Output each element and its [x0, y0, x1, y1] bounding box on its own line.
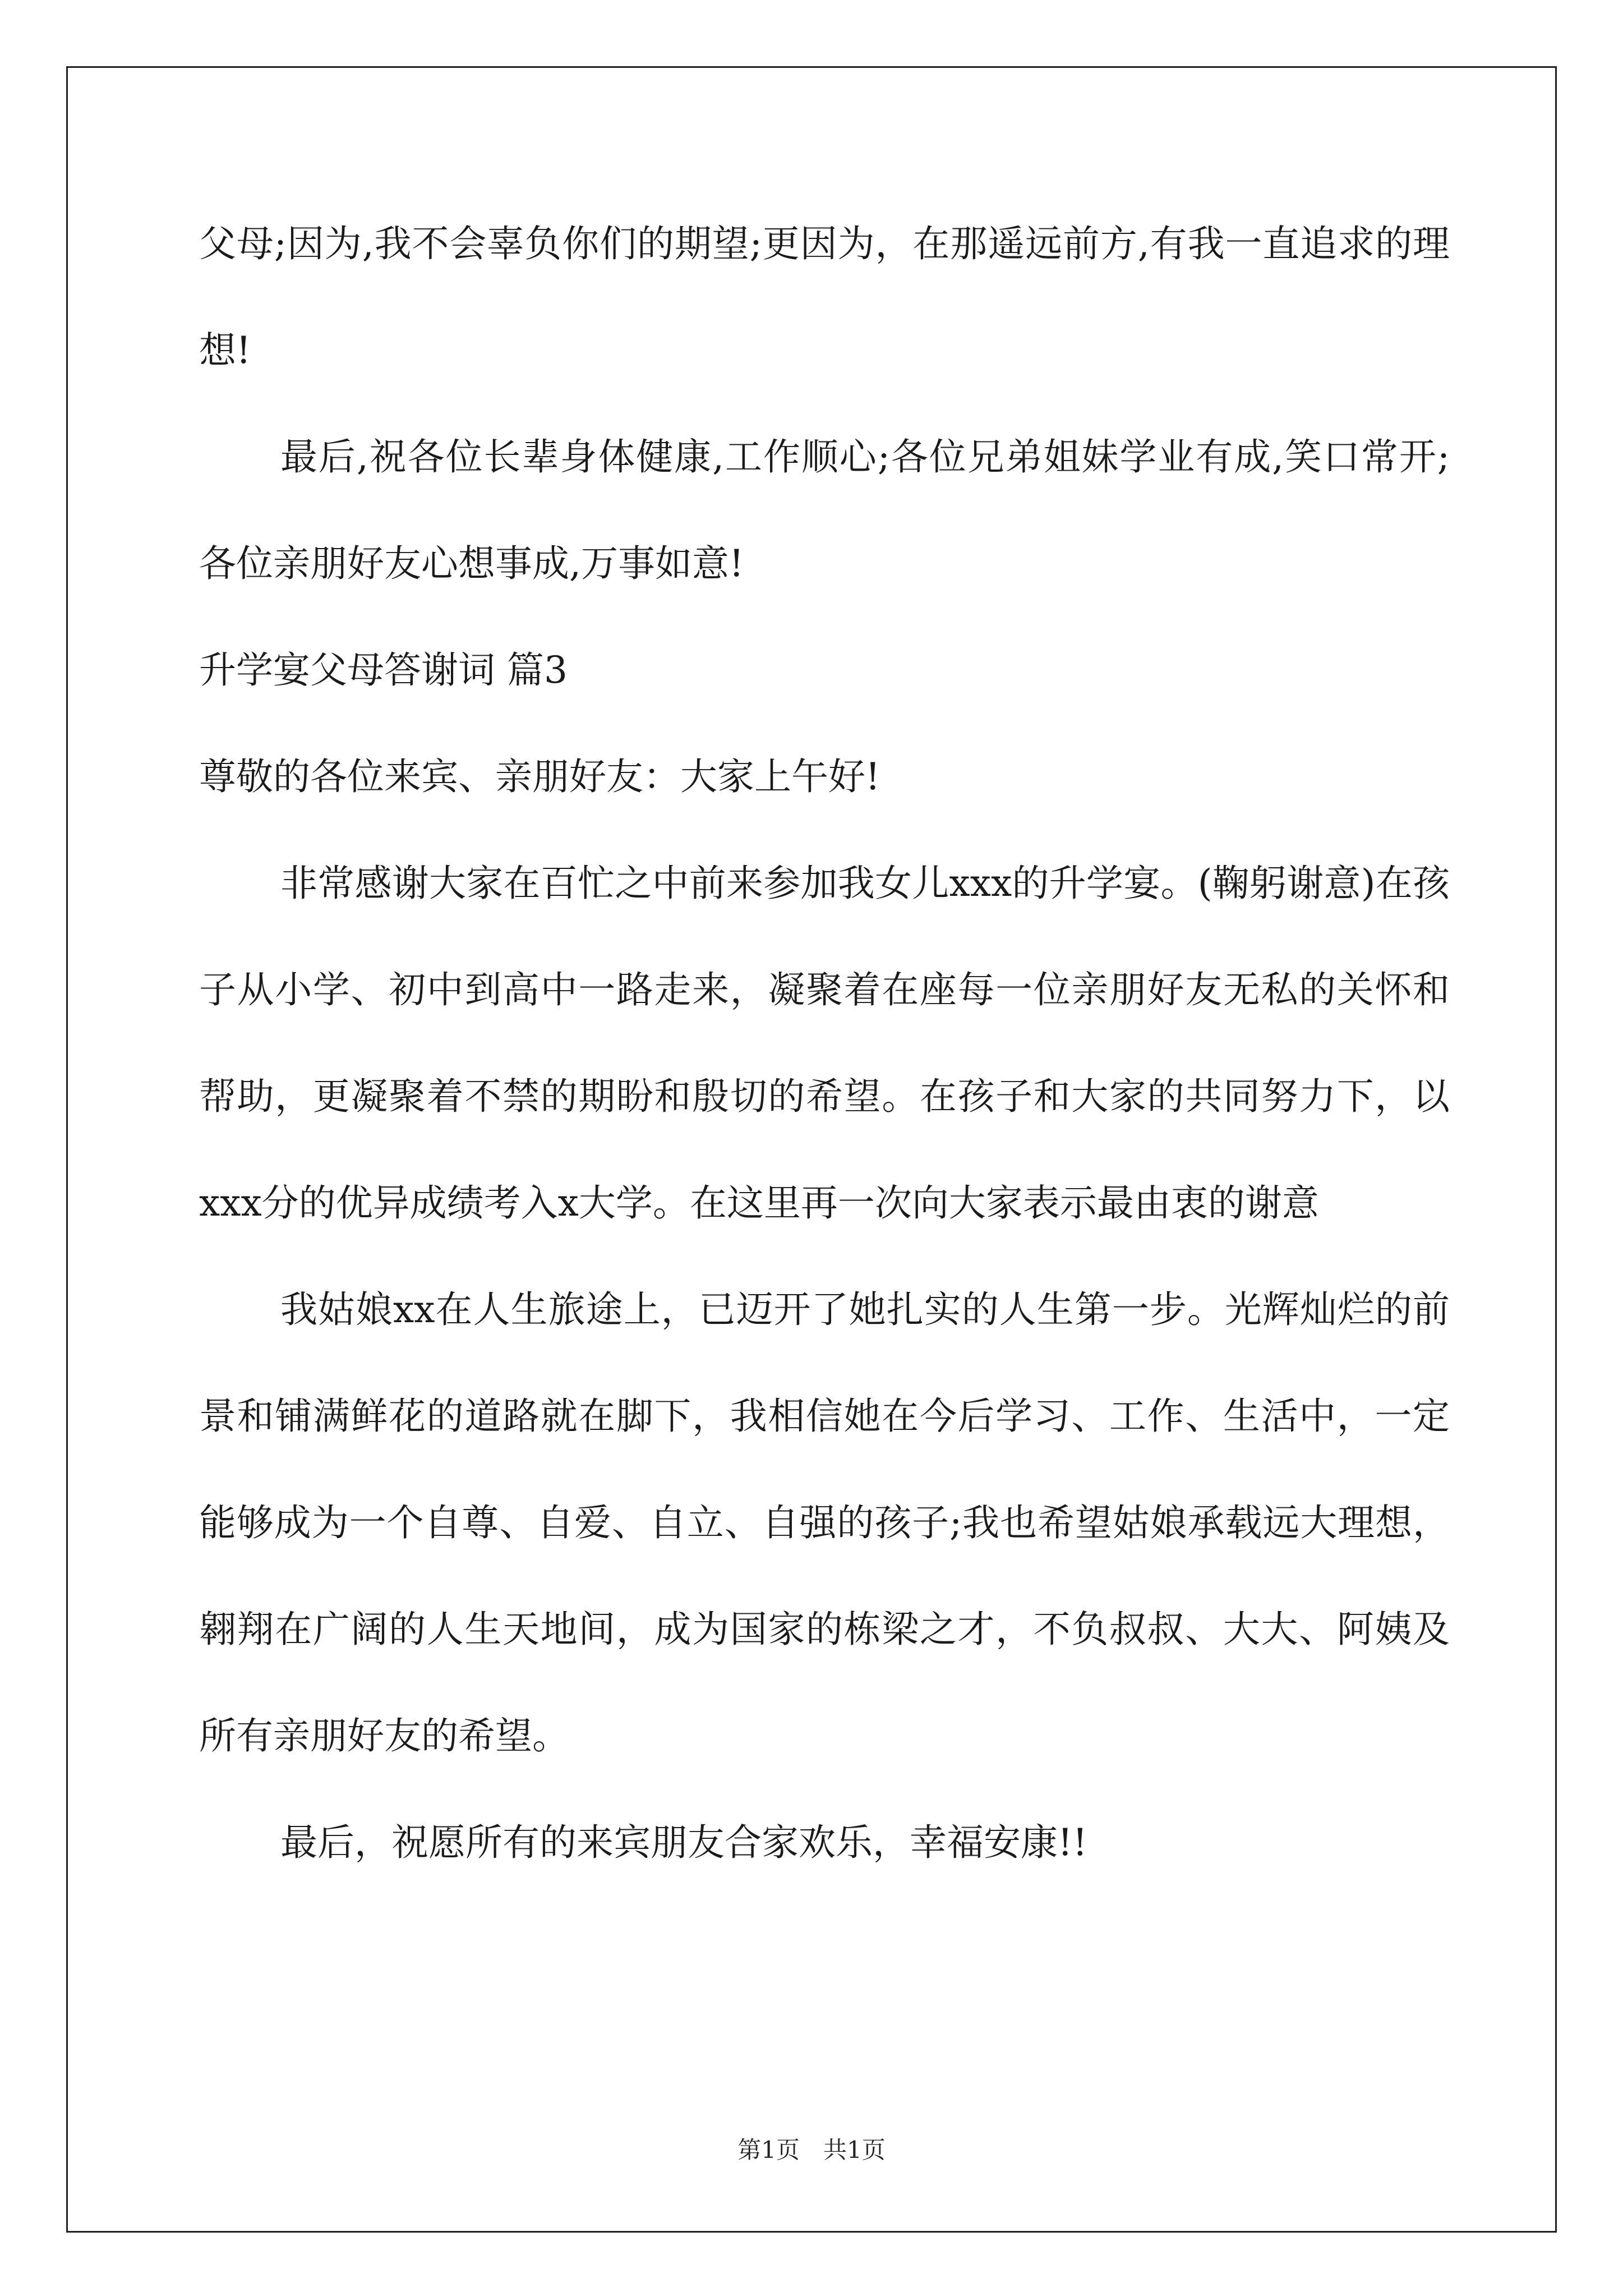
paragraph: 我姑娘xx在人生旅途上，已迈开了她扎实的人生第一步。光辉灿烂的前景和铺满鲜花的道路就在脚下，我相信她在今后学习、工作、生活中，一定能够成为一个自尊、自爱、自立、自强的孩子;我也希望姑娘承载远大理想，翱翔在广阔的人生天地间，成为国家的栋梁之才，不负叔叔、大大、阿姨及所有亲朋好友的希望。 — [199, 1288, 1450, 1757]
document-body — [199, 191, 1450, 1896]
paragraph: 最后,祝各位长辈身体健康,工作顺心;各位兄弟姐妹学业有成,笑口常开;各位亲朋好友心想事成,万事如意! — [199, 435, 1450, 585]
paragraph: 非常感谢大家在百忙之中前来参加我女儿xxx的升学宴。(鞠躬谢意)在孩子从小学、初中到高中一路走来，凝聚着在座每一位亲朋好友无私的关怀和帮助，更凝聚着不禁的期盼和殷切的希望。在孩子和大家的共同努力下，以xxx分的优异成绩考入x大学。在这里再一次向大家表示最由衷的谢意 — [199, 862, 1450, 1225]
paragraph: 父母;因为,我不会辜负你们的期望;更因为，在那遥远前方,有我一直追求的理想! — [199, 222, 1450, 372]
salutation: 尊敬的各位来宾、亲朋好友：大家上午好! — [199, 755, 880, 798]
page-number: 第1页 共1页 — [737, 2136, 886, 2164]
paragraph: 最后，祝愿所有的来宾朋友合家欢乐，幸福安康!! — [280, 1821, 1088, 1864]
section-heading: 升学宴父母答谢词 篇3 — [199, 648, 568, 692]
